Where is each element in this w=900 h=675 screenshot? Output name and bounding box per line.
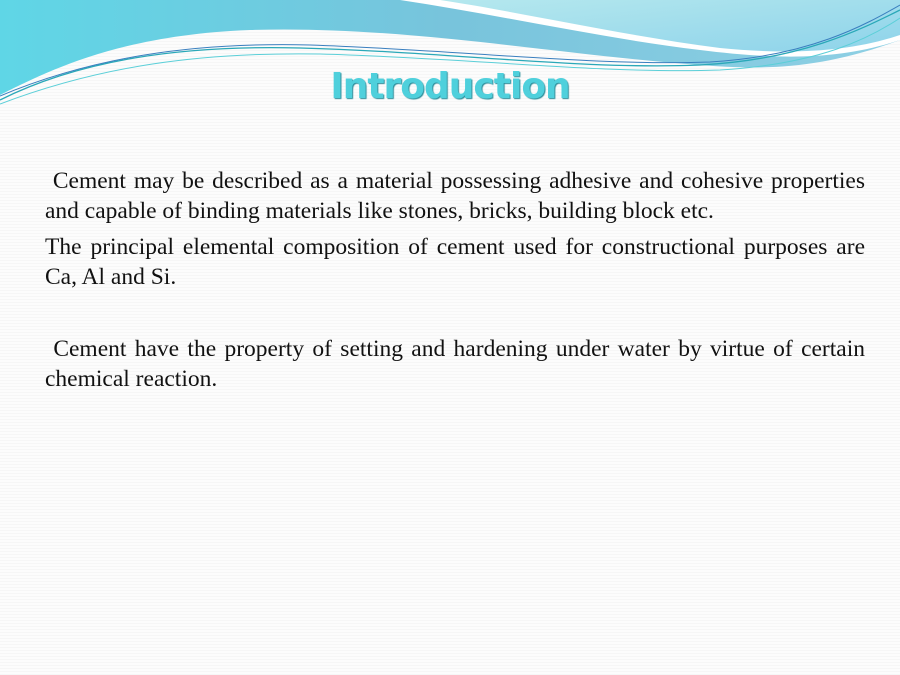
- slide-title: Introduction: [330, 66, 570, 107]
- slide-body: [45, 166, 865, 394]
- paragraph-cement-definition: Cement may be described as a material possessing adhesive and cohesive properties and capable of binding materials like stones, bricks, building block etc.: [45, 168, 865, 224]
- paragraph-composition: The principal elemental composition of cement used for constructional purposes are Ca, Al and Si.: [45, 234, 865, 290]
- paragraph-setting-property: Cement have the property of setting and hardening under water by virtue of certain chemical reaction.: [45, 336, 865, 392]
- header-wave-decoration: [0, 0, 900, 130]
